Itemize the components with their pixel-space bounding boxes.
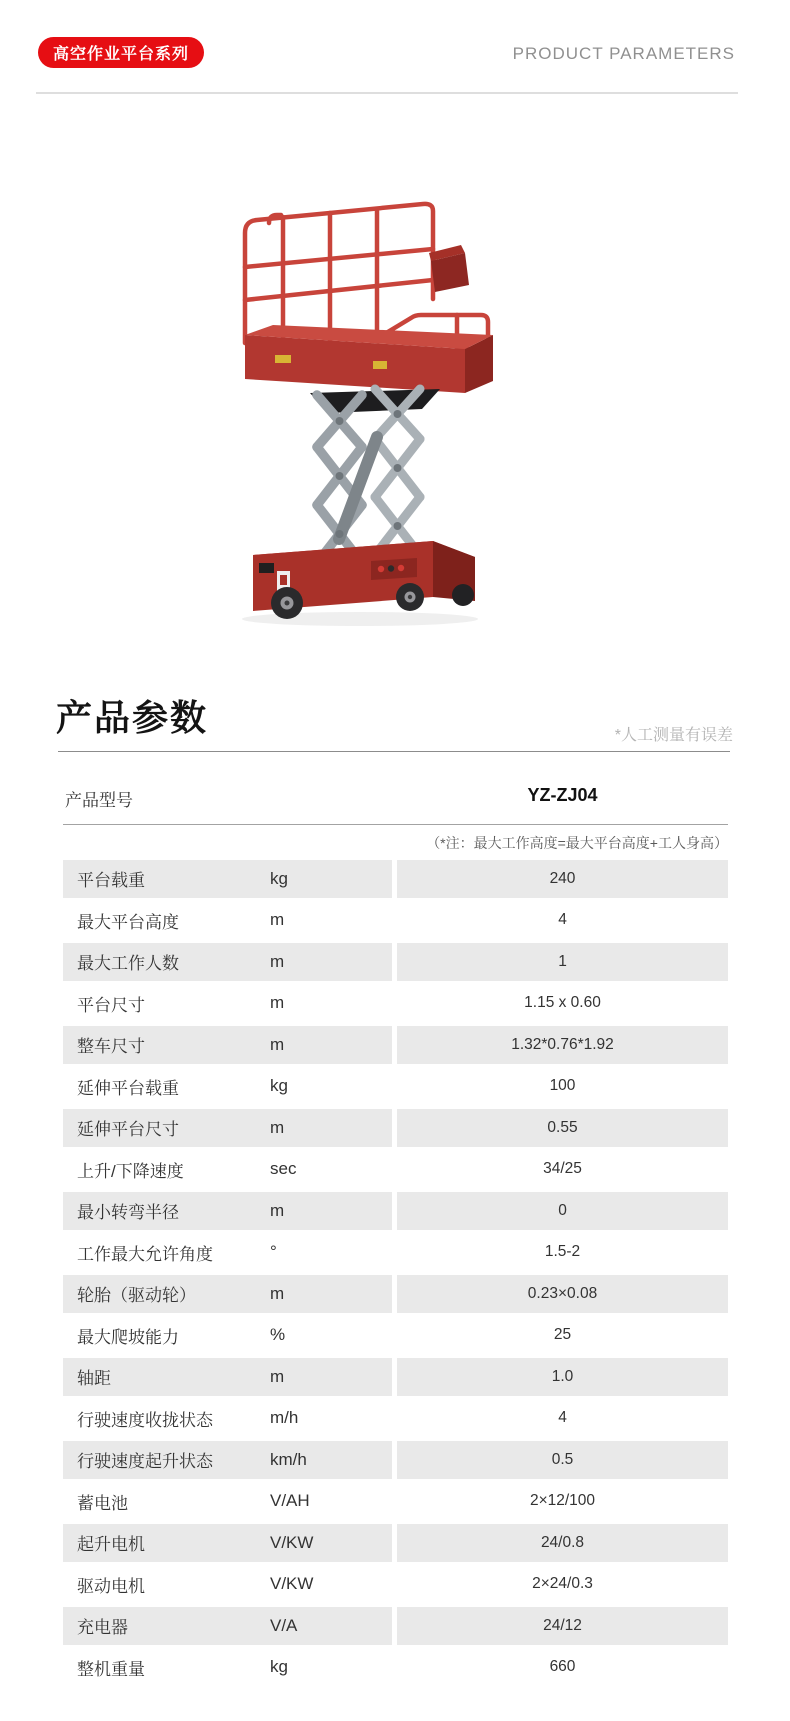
- spec-value: 0.55: [547, 1118, 578, 1136]
- table-row: [63, 1522, 728, 1564]
- spec-value-cell: [397, 1109, 728, 1147]
- heading-divider: [58, 751, 730, 752]
- spec-value: 660: [549, 1658, 576, 1676]
- spec-unit: m: [270, 910, 285, 930]
- table-row: [63, 1232, 728, 1274]
- spec-label: 平台尺寸: [77, 995, 145, 1015]
- spec-label-cell: [63, 860, 392, 898]
- product-image: [225, 103, 495, 631]
- spec-label-cell: [63, 1400, 392, 1438]
- scissor-lift-illustration: [225, 103, 495, 631]
- spec-unit: sec: [270, 1159, 297, 1179]
- spec-label: 轮胎（驱动轮）: [77, 1286, 196, 1306]
- spec-value-cell: [397, 985, 728, 1023]
- spec-label: 整机重量: [77, 1659, 145, 1679]
- spec-label: 驱动电机: [77, 1576, 145, 1596]
- table-row: [63, 1190, 728, 1232]
- series-badge: [38, 37, 204, 68]
- spec-label-cell: [63, 1151, 392, 1189]
- spec-value: 24/0.8: [540, 1533, 585, 1551]
- spec-value: 24/12: [543, 1616, 582, 1634]
- spec-value: 1: [558, 952, 567, 970]
- spec-label: 工作最大允许角度: [77, 1244, 213, 1264]
- spec-value: 2×24/0.3: [532, 1575, 593, 1593]
- spec-value: 240: [549, 869, 576, 887]
- table-note: （*注：最大工作高度=最大平台高度+工人身高）: [426, 835, 728, 851]
- spec-table: [63, 858, 728, 1688]
- spec-unit: °: [270, 1242, 277, 1262]
- spec-value-cell: [397, 1566, 728, 1604]
- spec-label: 行驶速度收拢状态: [77, 1410, 213, 1430]
- table-row: [63, 1149, 728, 1191]
- spec-value-cell: [397, 1151, 728, 1189]
- spec-label-cell: [63, 1234, 392, 1272]
- spec-label: 延伸平台载重: [77, 1078, 179, 1098]
- spec-value: 100: [549, 1077, 576, 1095]
- spec-label-cell: [63, 985, 392, 1023]
- spec-unit: V/KW: [270, 1574, 314, 1594]
- spec-label: 起升电机: [77, 1535, 145, 1555]
- spec-label-cell: [63, 902, 392, 940]
- spec-unit: m: [270, 1117, 285, 1137]
- table-row: [63, 1273, 728, 1315]
- spec-value: 2×12/100: [529, 1492, 596, 1510]
- spec-label-cell: [63, 943, 392, 981]
- spec-unit: V/AH: [270, 1491, 310, 1511]
- spec-value-cell: [397, 902, 728, 940]
- spec-label-cell: [63, 1607, 392, 1645]
- table-row: [63, 900, 728, 942]
- spec-label-cell: [63, 1275, 392, 1313]
- spec-label: 平台载重: [77, 871, 145, 891]
- spec-value: 0.23×0.08: [527, 1284, 598, 1302]
- spec-value: 0: [558, 1201, 567, 1219]
- model-divider: [63, 824, 728, 825]
- table-row: [63, 941, 728, 983]
- table-row: [63, 983, 728, 1025]
- series-badge-label: 高空作业平台系列: [53, 46, 190, 63]
- spec-value-cell: [397, 1483, 728, 1521]
- spec-value-cell: [397, 1192, 728, 1230]
- spec-value: 1.15 x 0.60: [524, 994, 601, 1012]
- spec-value-cell: [397, 943, 728, 981]
- spec-value: 1.0: [551, 1367, 574, 1385]
- spec-value-cell: [397, 1441, 728, 1479]
- spec-value-cell: [397, 1068, 728, 1106]
- spec-value-cell: [397, 1607, 728, 1645]
- spec-value-cell: [397, 1358, 728, 1396]
- spec-value: 0.5: [551, 1450, 574, 1468]
- spec-value-cell: [397, 1317, 728, 1355]
- spec-unit: m: [270, 1283, 285, 1303]
- table-row: [63, 1066, 728, 1108]
- spec-value-cell: [397, 1026, 728, 1064]
- header-subtitle: PRODUCT PARAMETERS: [512, 44, 735, 63]
- table-row: [63, 1647, 728, 1689]
- spec-label: 充电器: [77, 1618, 128, 1638]
- spec-unit: m: [270, 1034, 285, 1054]
- spec-value-cell: [397, 1524, 728, 1562]
- table-row: [63, 1481, 728, 1523]
- spec-value-cell: [397, 1400, 728, 1438]
- platform-deck: [245, 325, 493, 413]
- spec-label-cell: [63, 1317, 392, 1355]
- spec-label-cell: [63, 1441, 392, 1479]
- spec-unit: m: [270, 1366, 285, 1386]
- spec-label-cell: [63, 1192, 392, 1230]
- spec-value: 1.5-2: [544, 1243, 581, 1261]
- spec-label-cell: [63, 1109, 392, 1147]
- spec-unit: m/h: [270, 1408, 299, 1428]
- spec-label-cell: [63, 1483, 392, 1521]
- table-row: [63, 1107, 728, 1149]
- spec-unit: kg: [270, 1076, 288, 1096]
- spec-label-cell: [63, 1649, 392, 1687]
- spec-label: 最小转弯半径: [77, 1203, 179, 1223]
- spec-label: 上升/下降速度: [77, 1161, 184, 1181]
- spec-label: 最大爬坡能力: [77, 1327, 179, 1347]
- table-row: [63, 1439, 728, 1481]
- spec-unit: kg: [270, 1657, 288, 1677]
- spec-unit: V/KW: [270, 1532, 314, 1552]
- spec-unit: V/A: [270, 1615, 298, 1635]
- spec-value-cell: [397, 860, 728, 898]
- spec-label-cell: [63, 1524, 392, 1562]
- spec-label-cell: [63, 1358, 392, 1396]
- spec-unit: m: [270, 993, 285, 1013]
- table-row: [63, 858, 728, 900]
- spec-label: 最大工作人数: [77, 954, 179, 974]
- spec-label-cell: [63, 1566, 392, 1604]
- spec-unit: %: [270, 1325, 286, 1345]
- table-row: [63, 1398, 728, 1440]
- spec-label: 蓄电池: [77, 1493, 128, 1513]
- spec-unit: m: [270, 951, 285, 971]
- table-row: [63, 1605, 728, 1647]
- table-row: [63, 1356, 728, 1398]
- spec-label: 行驶速度起升状态: [77, 1452, 213, 1472]
- spec-unit: km/h: [270, 1449, 307, 1469]
- header-divider: [36, 92, 738, 94]
- spec-value-cell: [397, 1275, 728, 1313]
- table-row: [63, 1315, 728, 1357]
- spec-value: 1.32*0.76*1.92: [511, 1035, 614, 1053]
- measure-note: *人工测量有误差: [614, 727, 733, 744]
- spec-unit: kg: [270, 868, 288, 888]
- spec-label: 最大平台高度: [77, 912, 179, 932]
- spec-value: 4: [558, 1409, 567, 1427]
- page-title: 产品参数: [56, 697, 209, 738]
- model-label: 产品型号: [65, 791, 133, 810]
- table-row: [63, 1024, 728, 1066]
- spec-label: 轴距: [77, 1369, 111, 1389]
- spec-label: 整车尺寸: [77, 1037, 145, 1057]
- spec-value: 25: [553, 1326, 572, 1344]
- model-value: YZ-ZJ04: [527, 785, 598, 805]
- spec-value: 4: [558, 911, 567, 929]
- spec-value: 34/25: [543, 1160, 582, 1178]
- table-row: [63, 1564, 728, 1606]
- spec-label-cell: [63, 1068, 392, 1106]
- spec-label: 延伸平台尺寸: [77, 1120, 179, 1140]
- spec-value-cell: [397, 1234, 728, 1272]
- spec-value-cell: [397, 1649, 728, 1687]
- spec-unit: m: [270, 1200, 285, 1220]
- spec-label-cell: [63, 1026, 392, 1064]
